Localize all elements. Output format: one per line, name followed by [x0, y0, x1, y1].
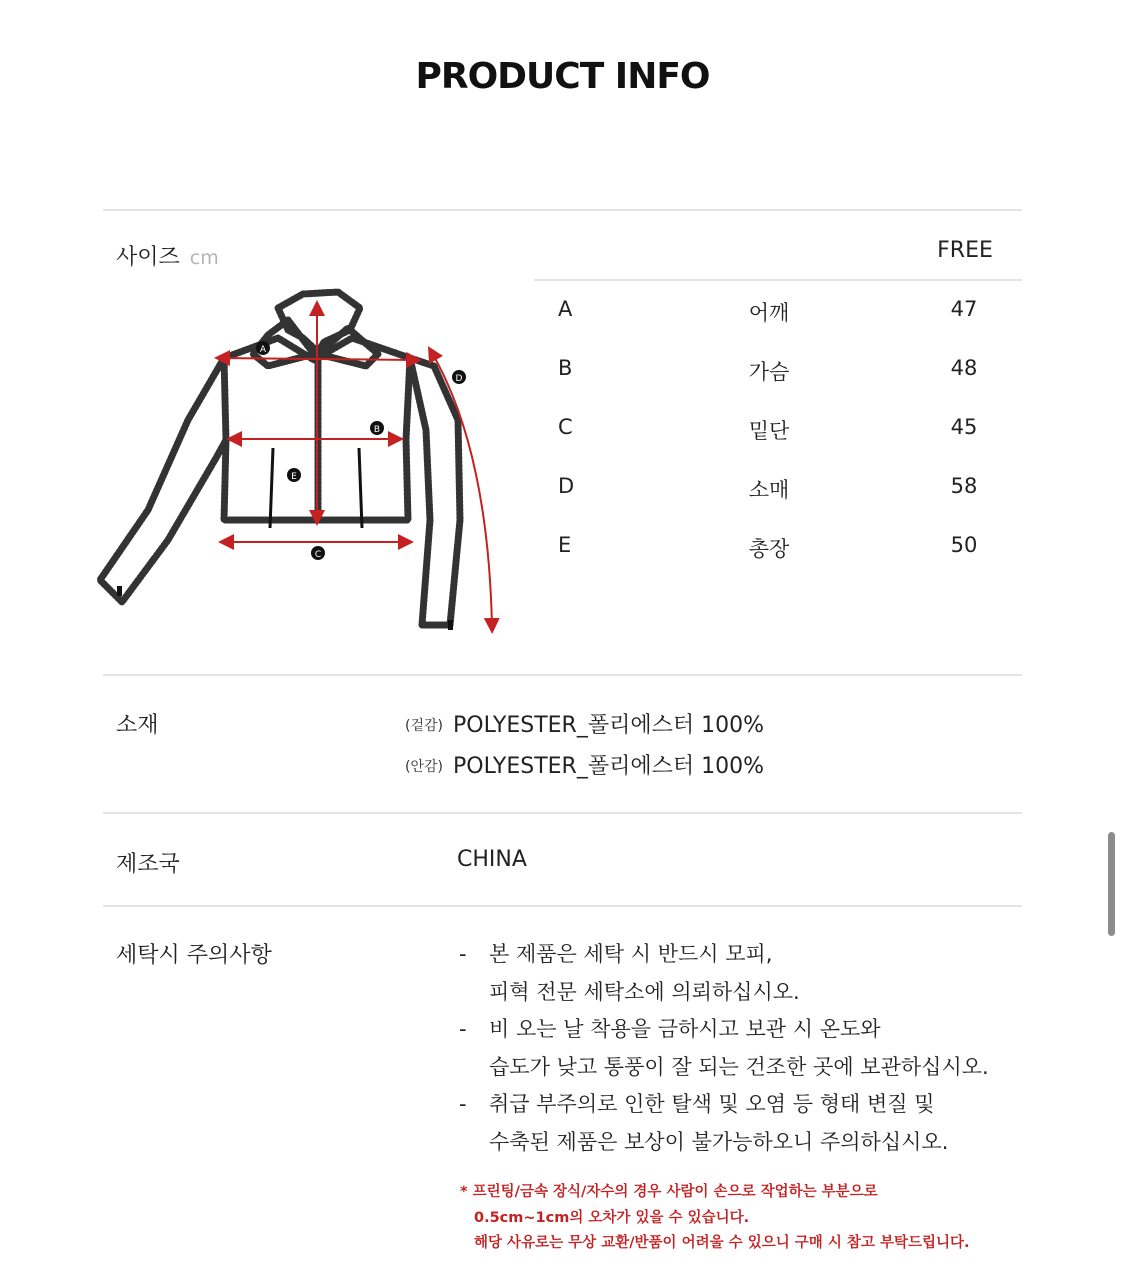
- care-dash: -: [459, 1017, 467, 1041]
- jacket-size-diagram: [88, 280, 528, 650]
- origin-label: 제조국: [116, 852, 180, 877]
- size-letter: C: [558, 415, 573, 439]
- care-item: [455, 1011, 989, 1086]
- size-row: [534, 356, 1022, 396]
- size-value: 58: [950, 474, 978, 498]
- sleeve-tab-left: [117, 586, 122, 596]
- size-name: 가슴: [748, 360, 790, 384]
- divider: [103, 209, 1022, 211]
- size-column-header: FREE: [937, 238, 993, 263]
- size-name: 어깨: [748, 301, 790, 325]
- care-line: 본 제품은 세탁 시 반드시 모피,: [489, 942, 773, 966]
- material-text: POLYESTER_폴리에스터 100%: [452, 754, 764, 779]
- pocket-zipper-left: [270, 448, 273, 528]
- notice-line: 해당 사유로는 무상 교환/반품이 어려울 수 있으니 구매 시 참고 부탁드립니다.: [474, 1235, 970, 1251]
- svg-text:B: B: [373, 425, 381, 435]
- size-row: [534, 297, 1022, 337]
- care-line: 습도가 낮고 통풍이 잘 되는 건조한 곳에 보관하십시오.: [489, 1054, 989, 1079]
- size-name: 소매: [748, 478, 790, 502]
- care-dash: -: [459, 1092, 467, 1116]
- material-tag: (안감): [405, 759, 443, 775]
- size-row: [534, 533, 1022, 573]
- marker-b: [370, 421, 384, 435]
- pocket-zipper-right: [359, 448, 362, 528]
- marker-e: [287, 468, 301, 482]
- material-row: [405, 708, 764, 739]
- care-list: [455, 936, 989, 1161]
- divider: [103, 674, 1022, 676]
- svg-text:C: C: [314, 550, 322, 560]
- care-line: 수축된 제품은 보상이 불가능하오니 주의하십시오.: [489, 1129, 949, 1154]
- svg-text:A: A: [259, 345, 267, 355]
- production-notice: [460, 1180, 970, 1257]
- size-letter: D: [558, 474, 575, 498]
- size-letter: B: [558, 356, 573, 380]
- divider: [103, 905, 1022, 907]
- marker-d: [452, 370, 466, 384]
- size-name: 총장: [748, 537, 790, 561]
- size-value: 45: [950, 415, 978, 439]
- scrollbar-thumb[interactable]: [1108, 832, 1115, 936]
- notice-line: 0.5cm~1cm의 오차가 있을 수 있습니다.: [474, 1209, 750, 1226]
- care-line: 비 오는 날 착용을 금하시고 보관 시 온도와: [489, 1017, 881, 1041]
- marker-a: [256, 341, 270, 355]
- size-letter: E: [558, 533, 572, 557]
- jacket-outline: [100, 292, 460, 625]
- size-unit: cm: [189, 247, 219, 269]
- notice-line: * 프린팅/금속 장식/자수의 경우 사람이 손으로 작업하는 부분으로: [460, 1184, 878, 1200]
- svg-text:D: D: [455, 374, 463, 384]
- care-line: 취급 부주의로 인한 탈색 및 오염 등 형태 변질 및: [489, 1092, 935, 1116]
- material-text: POLYESTER_폴리에스터 100%: [452, 713, 764, 738]
- marker-c: [311, 546, 325, 560]
- care-line: 피혁 전문 세탁소에 의뢰하십시오.: [489, 979, 800, 1004]
- size-label: [116, 240, 219, 271]
- size-value: 48: [950, 356, 978, 380]
- care-item: [455, 936, 989, 1011]
- size-label-text: 사이즈: [116, 245, 180, 270]
- size-row: [534, 415, 1022, 455]
- size-value: 50: [950, 533, 978, 557]
- size-row: [534, 474, 1022, 514]
- care-dash: -: [459, 942, 467, 966]
- material-label: 소재: [116, 713, 159, 738]
- care-item: [455, 1086, 989, 1161]
- size-value: 47: [950, 297, 978, 321]
- divider: [103, 812, 1022, 814]
- size-letter: A: [558, 297, 573, 321]
- material-row: [405, 749, 764, 780]
- page-title: PRODUCT INFO: [415, 56, 710, 97]
- sleeve-tab-right: [448, 620, 453, 630]
- svg-text:E: E: [291, 472, 297, 482]
- origin-value: CHINA: [457, 847, 527, 872]
- size-name: 밑단: [748, 419, 790, 443]
- size-table-divider: [534, 279, 1022, 281]
- care-label: 세탁시 주의사항: [116, 943, 272, 968]
- material-tag: (겉감): [405, 718, 443, 734]
